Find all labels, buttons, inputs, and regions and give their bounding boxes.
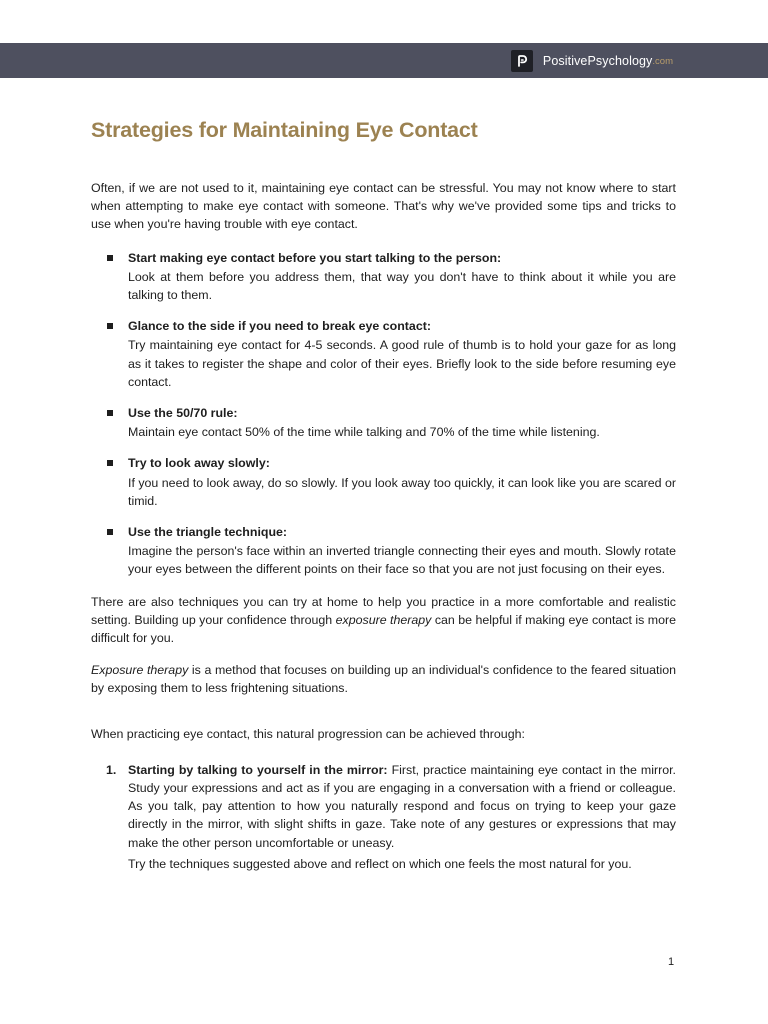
list-item xyxy=(91,761,676,873)
text-segment: can be helpful if making eye contact is more difficult for you. xyxy=(91,612,677,646)
tip-title: Use the triangle technique: xyxy=(128,525,288,540)
page-title: Strategies for Maintaining Eye Contact xyxy=(91,118,478,142)
tip-body: Maintain eye contact 50% of the time while talking and 70% of the time while listening. xyxy=(128,425,600,440)
tip-body: Try maintaining eye contact for 4-5 seconds. A good rule of thumb is to hold your gaze for as long as it takes to register the shape and color of their eyes. Briefly look to the side before resuming eye contact. xyxy=(128,338,676,389)
text-segment: is a method that focuses on building up an individual's confidence to the feared situation by exposing them to less frightening situations. xyxy=(91,663,677,696)
step-extra: Try the techniques suggested above and reflect on which one feels the most natural for you. xyxy=(128,856,632,871)
tip-title: Try to look away slowly: xyxy=(128,456,270,471)
brand-tld: .com xyxy=(652,55,673,67)
list-item xyxy=(91,454,676,510)
document-body xyxy=(91,116,676,873)
tip-title: Glance to the side if you need to break eye contact: xyxy=(128,319,431,334)
step-body: First, practice maintaining eye contact in the mirror. Study your expressions and act as if you are engaging in a conversation with a friend or colleague. As you talk, pay attention to how you naturally respond and focus on trying to keep your gaze directly in the mirror, with slight shifts in gaze. Take note of any gestures or expressions that may make the other person uncomfortable or uneasy. xyxy=(128,762,676,850)
tip-body: If you need to look away, do so slowly. If you look away too quickly, it can look like you are scared or timid. xyxy=(128,475,676,508)
list-item xyxy=(91,249,676,305)
tips-list xyxy=(91,249,676,579)
tip-title: Start making eye contact before you start talking to the person: xyxy=(128,250,502,265)
steps-list xyxy=(91,761,676,873)
intro-paragraph: Often, if we are not used to it, maintaining eye contact can be stressful. You may not know where to start when attempting to make eye contact with someone. That's why we've provided some tips and tricks to use when you're having trouble with eye contact. xyxy=(91,181,676,232)
tip-body: Look at them before you address them, that way you don't have to think about it while you are talking to them. xyxy=(128,269,676,303)
text-segment: There are also techniques you can try at home to help you practice in a more comfortable and realistic setting. Building up your confidence through xyxy=(91,594,676,627)
step-title: Starting by talking to yourself in the mirror: xyxy=(128,762,388,777)
emphasis: exposure therapy xyxy=(335,612,432,627)
tip-title: Use the 50/70 rule: xyxy=(128,406,238,421)
page-number: 1 xyxy=(668,956,675,968)
exposure-therapy-paragraph xyxy=(91,661,676,697)
list-item xyxy=(91,404,676,441)
list-item xyxy=(91,317,676,391)
header-bar xyxy=(0,43,768,78)
brand-name: PositivePsychology xyxy=(542,54,653,68)
p-logo-icon xyxy=(511,50,533,72)
tip-body: Imagine the person's face within an inverted triangle connecting their eyes and mouth. Slowly rotate your eyes between the different points on their face so that you are not just focusing on their eyes. xyxy=(128,544,676,577)
list-item xyxy=(91,523,676,579)
emphasis: Exposure therapy xyxy=(91,663,189,678)
techniques-paragraph xyxy=(91,593,676,648)
step-number: 1. xyxy=(106,762,117,777)
progression-intro: When practicing eye contact, this natural progression can be achieved through: xyxy=(91,726,525,741)
brand[interactable] xyxy=(511,50,673,72)
